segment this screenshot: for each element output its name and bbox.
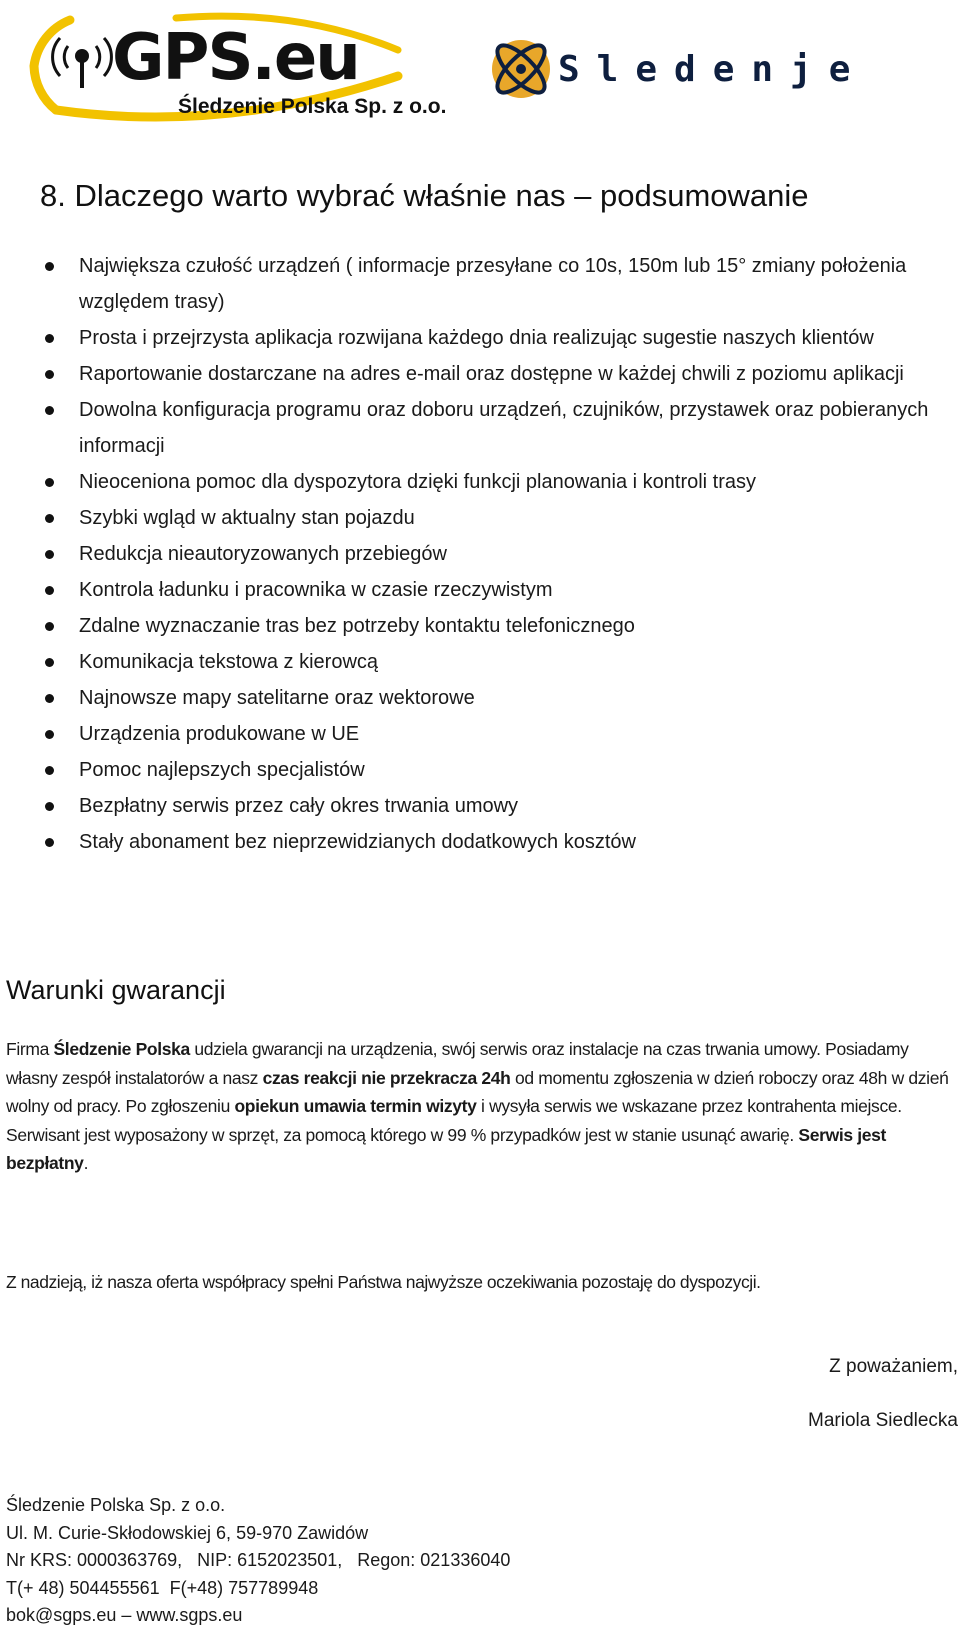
- list-item: [0, 320, 960, 356]
- warranty-text-1: Firma: [6, 1039, 54, 1059]
- footer-contact: bok@sgps.eu – www.sgps.eu: [6, 1605, 243, 1625]
- list-item: [0, 392, 960, 464]
- list-item: [0, 572, 960, 608]
- list-item: [0, 536, 960, 572]
- bullet-icon: [45, 694, 54, 703]
- features-list: [0, 248, 960, 860]
- list-item-text: Raportowanie dostarczane na adres e-mail oraz dostępne w każdej chwili z poziomu aplikacji: [79, 363, 904, 385]
- list-item: [0, 716, 960, 752]
- list-item-text: Komunikacja tekstowa z kierowcą: [79, 651, 379, 673]
- section-title: 8. Dlaczego warto wybrać właśnie nas – podsumowanie: [40, 178, 809, 213]
- list-item-text: Urządzenia produkowane w UE: [79, 723, 360, 745]
- list-item: [0, 788, 960, 824]
- regards: Z poważaniem,: [829, 1356, 958, 1377]
- list-item-text: Zdalne wyznaczanie tras bez potrzeby kontaktu telefonicznego: [79, 615, 635, 637]
- bullet-icon: [45, 586, 54, 595]
- reaction-time-bold: czas reakcji nie przekracza 24h: [262, 1067, 511, 1088]
- warranty-text-5: .: [83, 1153, 89, 1173]
- atom-icon: [486, 34, 556, 104]
- list-item-text: Bezpłatny serwis przez cały okres trwania umowy: [79, 795, 519, 817]
- sledenje-logo: [486, 34, 868, 104]
- list-item: [0, 356, 960, 392]
- list-item-text: Redukcja nieautoryzowanych przebiegów: [79, 543, 447, 565]
- warranty-text-3: od momentu zgłoszenia w dzień roboczy oraz 48h w dzień wolny od pracy. Po zgłoszeniu: [6, 1067, 949, 1116]
- list-item: [0, 500, 960, 536]
- list-item-text: Stały abonament bez nieprzewidzianych dodatkowych kosztów: [79, 831, 636, 853]
- bullet-icon: [45, 838, 54, 847]
- bullet-icon: [45, 658, 54, 667]
- bullet-icon: [45, 550, 54, 559]
- company-footer: [6, 1492, 510, 1630]
- footer-address: Ul. M. Curie-Skłodowskiej 6, 59-970 Zawidów: [6, 1522, 369, 1543]
- list-item-text: Najnowsze mapy satelitarne oraz wektorowe: [79, 687, 475, 709]
- list-item: [0, 464, 960, 500]
- list-item-text: Szybki wgląd w aktualny stan pojazdu: [79, 507, 415, 529]
- bullet-icon: [45, 406, 54, 415]
- list-item-text: Dowolna konfiguracja programu oraz doboru urządzeń, czujników, przystawek oraz pobieranych informacji: [79, 399, 929, 457]
- list-item-text: Pomoc najlepszych specjalistów: [79, 759, 365, 781]
- list-item-text: Największa czułość urządzeń ( informacje przesyłane co 10s, 150m lub 15° zmiany położenia względem trasy): [79, 255, 907, 313]
- warranty-paragraph: [6, 1035, 956, 1178]
- list-item-text: Nieoceniona pomoc dla dyspozytora dzięki funkcji planowania i kontroli trasy: [79, 471, 757, 493]
- sgps-logo: [26, 6, 447, 124]
- gps-logo-text: GPS.eu: [112, 21, 359, 95]
- free-service-bold: Serwis jest bezpłatny: [6, 1124, 886, 1173]
- list-item: [0, 752, 960, 788]
- warranty-title: Warunki gwarancji: [6, 975, 226, 1005]
- list-item-text: Prosta i przejrzysta aplikacja rozwijana każdego dnia realizując sugestie naszych klientów: [79, 327, 874, 349]
- bullet-icon: [45, 478, 54, 487]
- gps-logo-subtitle: Śledzenie Polska Sp. z o.o.: [178, 95, 447, 118]
- visit-scheduling-bold: opiekun umawia termin wizyty: [234, 1096, 477, 1116]
- page-header: [0, 0, 960, 130]
- sledenje-logo-text: Sledenje: [558, 49, 868, 90]
- list-item: [0, 680, 960, 716]
- bullet-icon: [45, 334, 54, 343]
- warranty-text-4: i wysyła serwis we wskazane przez kontrahenta miejsce. Serwisant jest wyposażony w sprzęt, za pomocą którego w 99 % przypadków jest w stanie usunąć awarię.: [6, 1096, 902, 1145]
- bullet-icon: [45, 514, 54, 523]
- footer-phones: T(+ 48) 504455561 F(+48) 757789948: [6, 1577, 319, 1598]
- footer-registry: Nr KRS: 0000363769, NIP: 6152023501, Regon: 021336040: [6, 1550, 511, 1570]
- bullet-icon: [45, 262, 54, 271]
- signature-name: Mariola Siedlecka: [808, 1410, 958, 1431]
- list-item: [0, 608, 960, 644]
- bullet-icon: [45, 622, 54, 631]
- list-item: [0, 248, 960, 320]
- list-item: [0, 644, 960, 680]
- bullet-icon: [45, 802, 54, 811]
- closing-sentence: Z nadzieją, iż nasza oferta współpracy spełni Państwa najwyższe oczekiwania pozostaję do dyspozycji.: [6, 1272, 761, 1292]
- bullet-icon: [45, 730, 54, 739]
- list-item: [0, 824, 960, 860]
- list-item-text: Kontrola ładunku i pracownika w czasie rzeczywistym: [79, 579, 553, 601]
- footer-company: Śledzenie Polska Sp. z o.o.: [6, 1495, 226, 1515]
- warranty-text-2: udziela gwarancji na urządzenia, swój serwis oraz instalacje na czas trwania umowy. Posiadamy własny zespół instalatorów a nasz: [6, 1039, 909, 1088]
- bullet-icon: [45, 766, 54, 775]
- company-name-bold: Śledzenie Polska: [53, 1039, 190, 1059]
- bullet-icon: [45, 370, 54, 379]
